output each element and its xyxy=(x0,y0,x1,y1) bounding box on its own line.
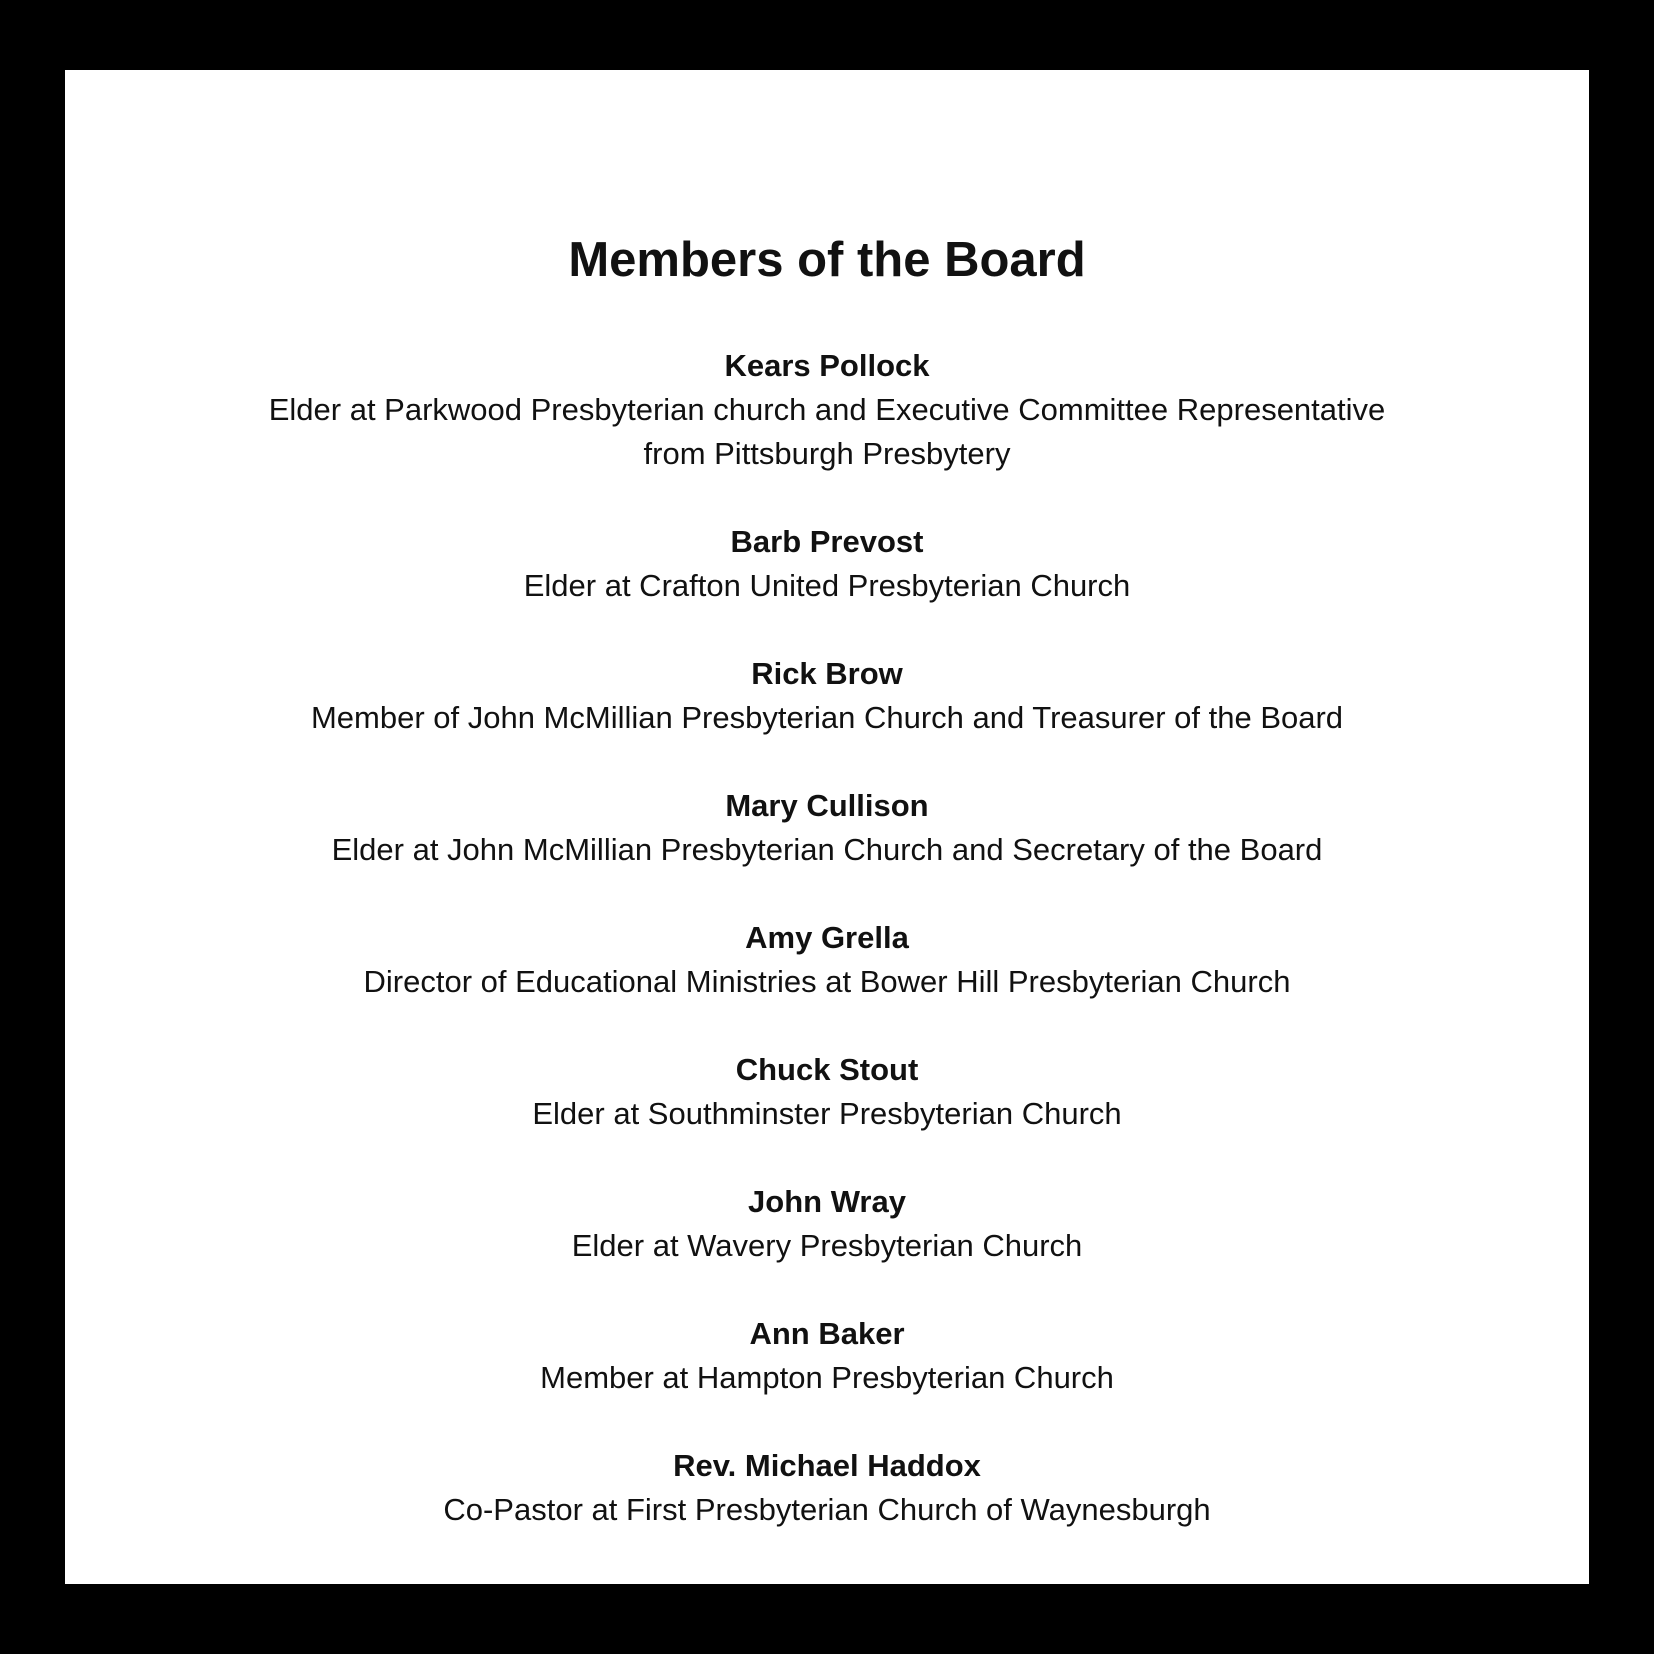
member-role: Co-Pastor at First Presbyterian Church of Waynesburgh xyxy=(443,1492,1211,1527)
member-entry xyxy=(65,1444,1589,1532)
member-name: Chuck Stout xyxy=(735,1052,919,1087)
member-name: Kears Pollock xyxy=(724,348,930,383)
member-name: Mary Cullison xyxy=(725,788,929,823)
member-entry xyxy=(65,520,1589,608)
member-name: Rick Brow xyxy=(751,656,903,691)
member-entry xyxy=(65,1180,1589,1268)
members-list xyxy=(65,344,1589,1532)
member-entry xyxy=(65,652,1589,740)
member-name: Barb Prevost xyxy=(730,524,924,559)
member-name: John Wray xyxy=(748,1184,906,1219)
member-entry xyxy=(65,916,1589,1004)
member-role-continued: from Pittsburgh Presbytery xyxy=(643,436,1011,471)
member-role: Elder at Wavery Presbyterian Church xyxy=(571,1228,1083,1263)
member-role: Elder at John McMillian Presbyterian Church and Secretary of the Board xyxy=(331,832,1323,867)
member-role: Elder at Southminster Presbyterian Church xyxy=(532,1096,1122,1131)
member-name: Amy Grella xyxy=(745,920,909,955)
member-name: Ann Baker xyxy=(749,1316,905,1351)
member-role: Elder at Crafton United Presbyterian Church xyxy=(523,568,1131,603)
member-role: Director of Educational Ministries at Bower Hill Presbyterian Church xyxy=(363,964,1291,999)
member-role: Elder at Parkwood Presbyterian church and Executive Committee Representative xyxy=(268,392,1386,427)
member-entry xyxy=(65,784,1589,872)
page-title: Members of the Board xyxy=(568,233,1086,287)
member-name: Rev. Michael Haddox xyxy=(673,1448,981,1483)
member-entry xyxy=(65,1048,1589,1136)
document-page xyxy=(65,70,1589,1584)
member-entry xyxy=(65,1312,1589,1400)
member-role: Member at Hampton Presbyterian Church xyxy=(540,1360,1114,1395)
member-entry xyxy=(65,344,1589,476)
board-content xyxy=(65,230,1589,1532)
member-role: Member of John McMillian Presbyterian Church and Treasurer of the Board xyxy=(310,700,1344,735)
